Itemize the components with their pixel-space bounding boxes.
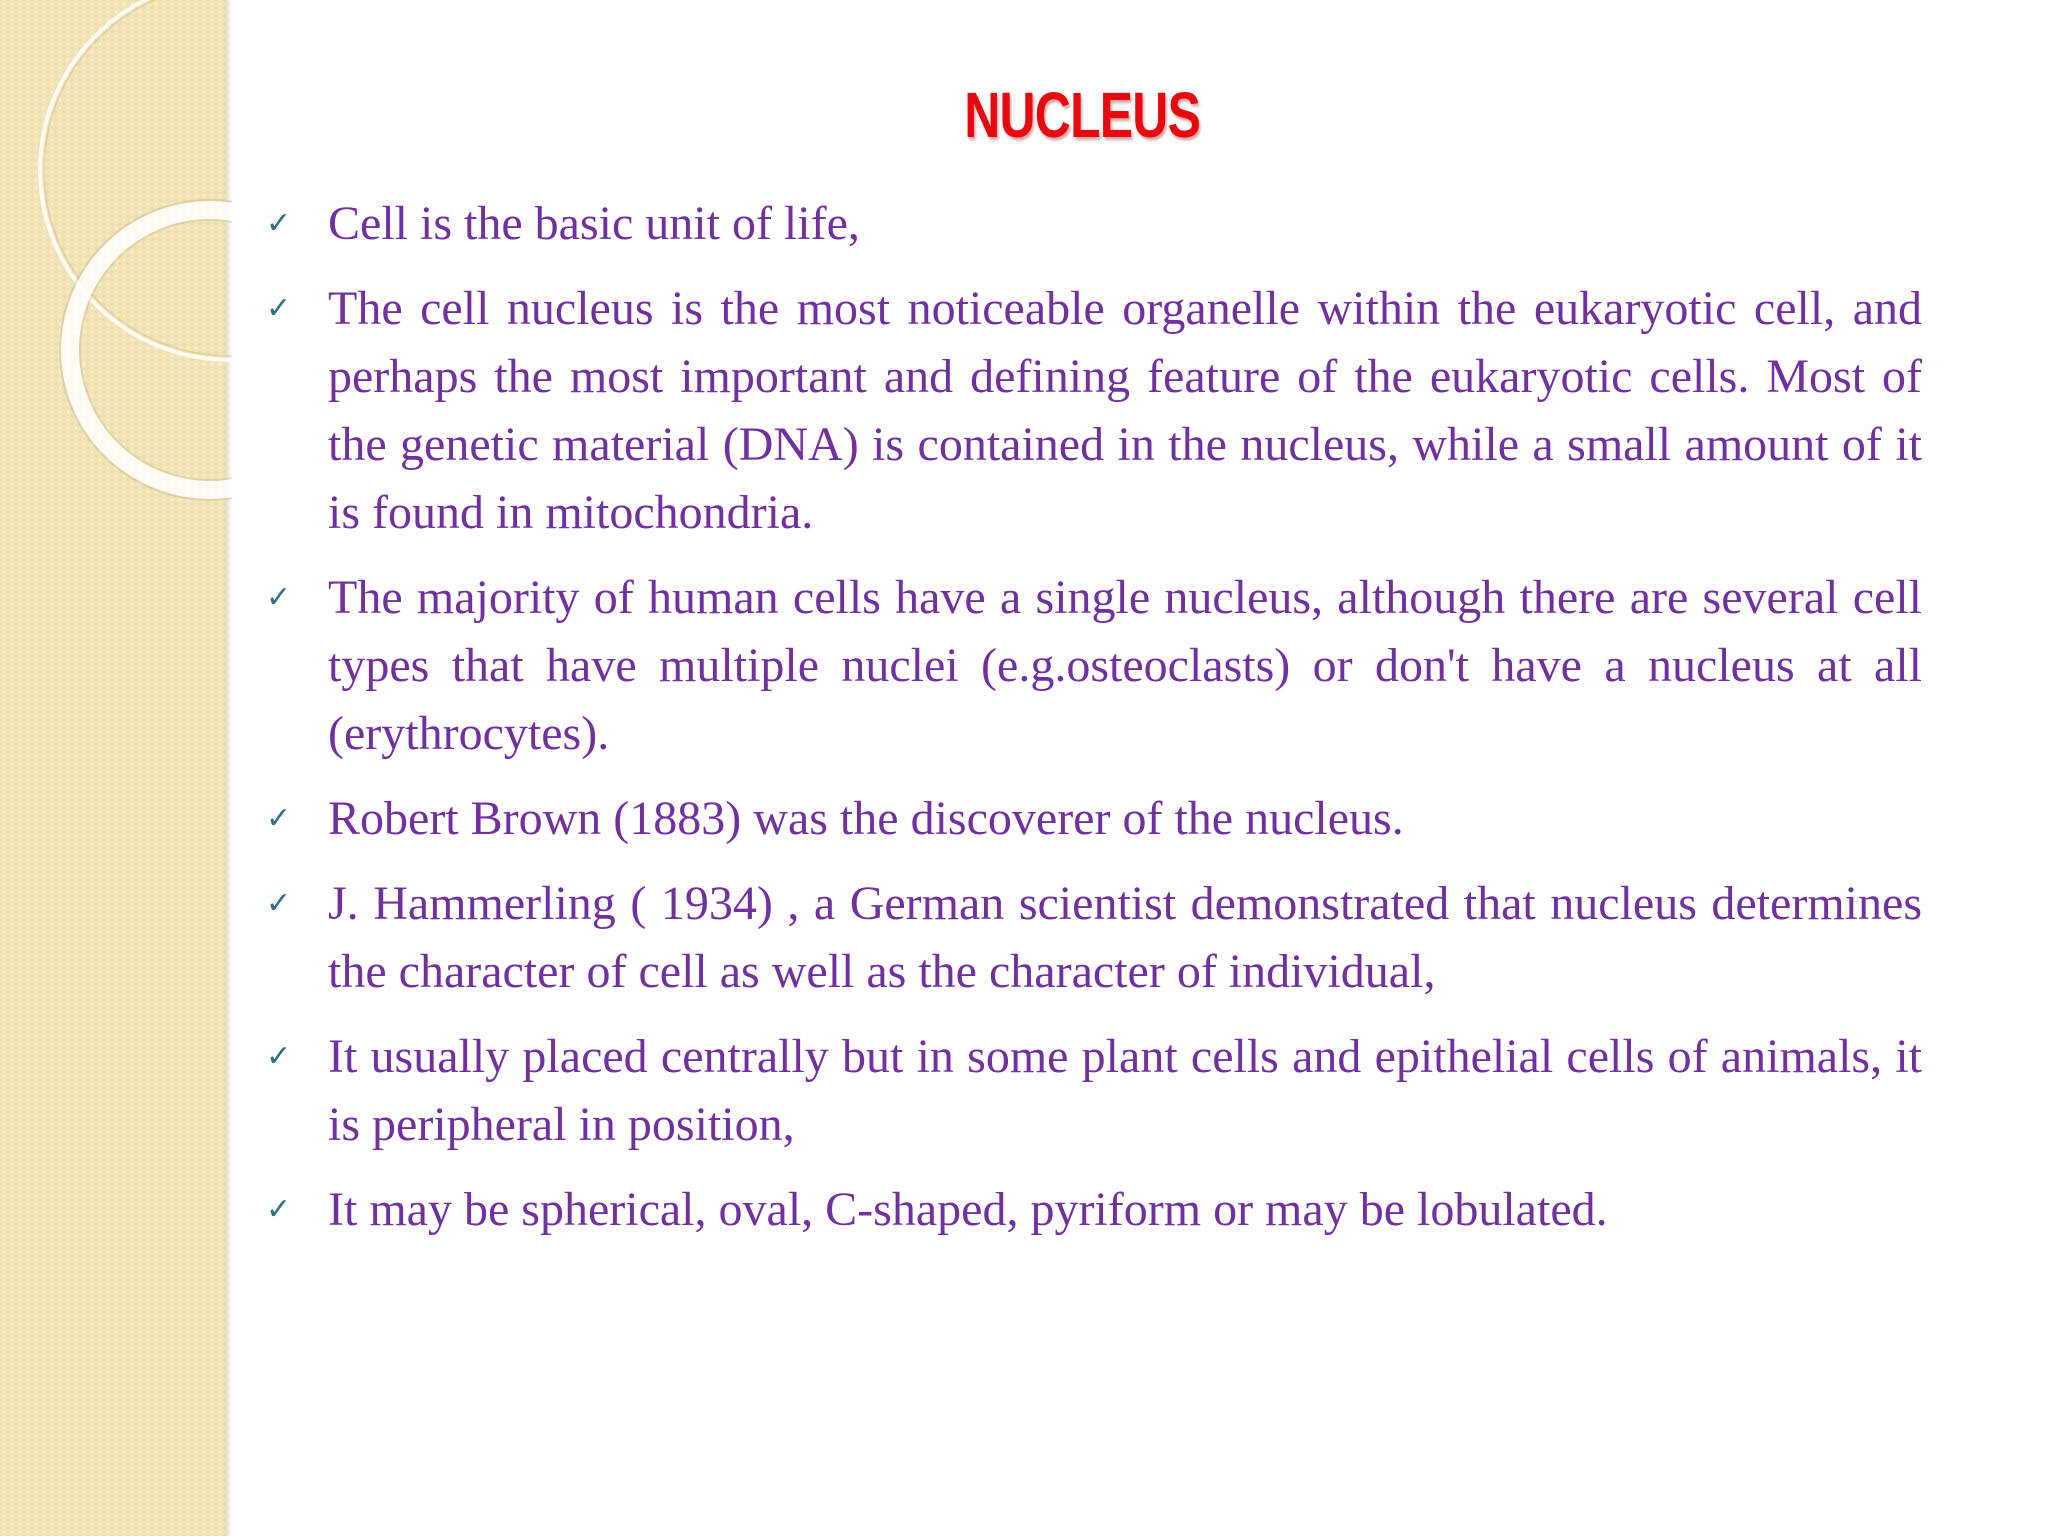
bullet-item <box>262 1023 1922 1159</box>
checkmark-icon: ✓ <box>266 886 292 921</box>
checkmark-icon: ✓ <box>266 580 292 615</box>
bullet-text: Cell is the basic unit of life, <box>328 197 860 250</box>
bullet-text: The cell nucleus is the most noticeable organelle within the eukaryotic cell, and perhaps the most important and defining feature of the eukaryotic cells. Most of the genetic material (DNA) is contained in the nucleus, while a small amount of it is found in mitochondria. <box>328 282 1922 539</box>
checkmark-icon: ✓ <box>266 801 292 836</box>
bullet-item <box>262 870 1922 1006</box>
slide-title: NUCLEUS <box>964 79 1200 151</box>
bullet-text: It usually placed centrally but in some plant cells and epithelial cells of animals, it is peripheral in position, <box>328 1030 1922 1151</box>
bullet-list <box>262 190 1922 1261</box>
checkmark-icon: ✓ <box>266 1192 292 1227</box>
bullet-text: The majority of human cells have a single nucleus, although there are several cell types that have multiple nuclei (e.g.osteoclasts) or don't have a nucleus at all (erythrocytes). <box>328 571 1922 760</box>
bullet-item <box>262 190 1922 258</box>
bullet-item <box>262 275 1922 547</box>
bullet-item <box>262 564 1922 768</box>
checkmark-icon: ✓ <box>266 1039 292 1074</box>
checkmark-icon: ✓ <box>266 291 292 326</box>
slide-title-container <box>226 78 2048 152</box>
bullet-item <box>262 785 1922 853</box>
decorative-rings-icon <box>0 0 232 520</box>
bullet-item <box>262 1176 1922 1244</box>
bullet-text: It may be spherical, oval, C-shaped, pyriform or may be lobulated. <box>328 1183 1608 1236</box>
bullet-text: Robert Brown (1883) was the discoverer of the nucleus. <box>328 792 1404 845</box>
checkmark-icon: ✓ <box>266 206 292 241</box>
bullet-text: J. Hammerling ( 1934) , a German scientist demonstrated that nucleus determines the character of cell as well as the character of individual, <box>328 877 1922 998</box>
